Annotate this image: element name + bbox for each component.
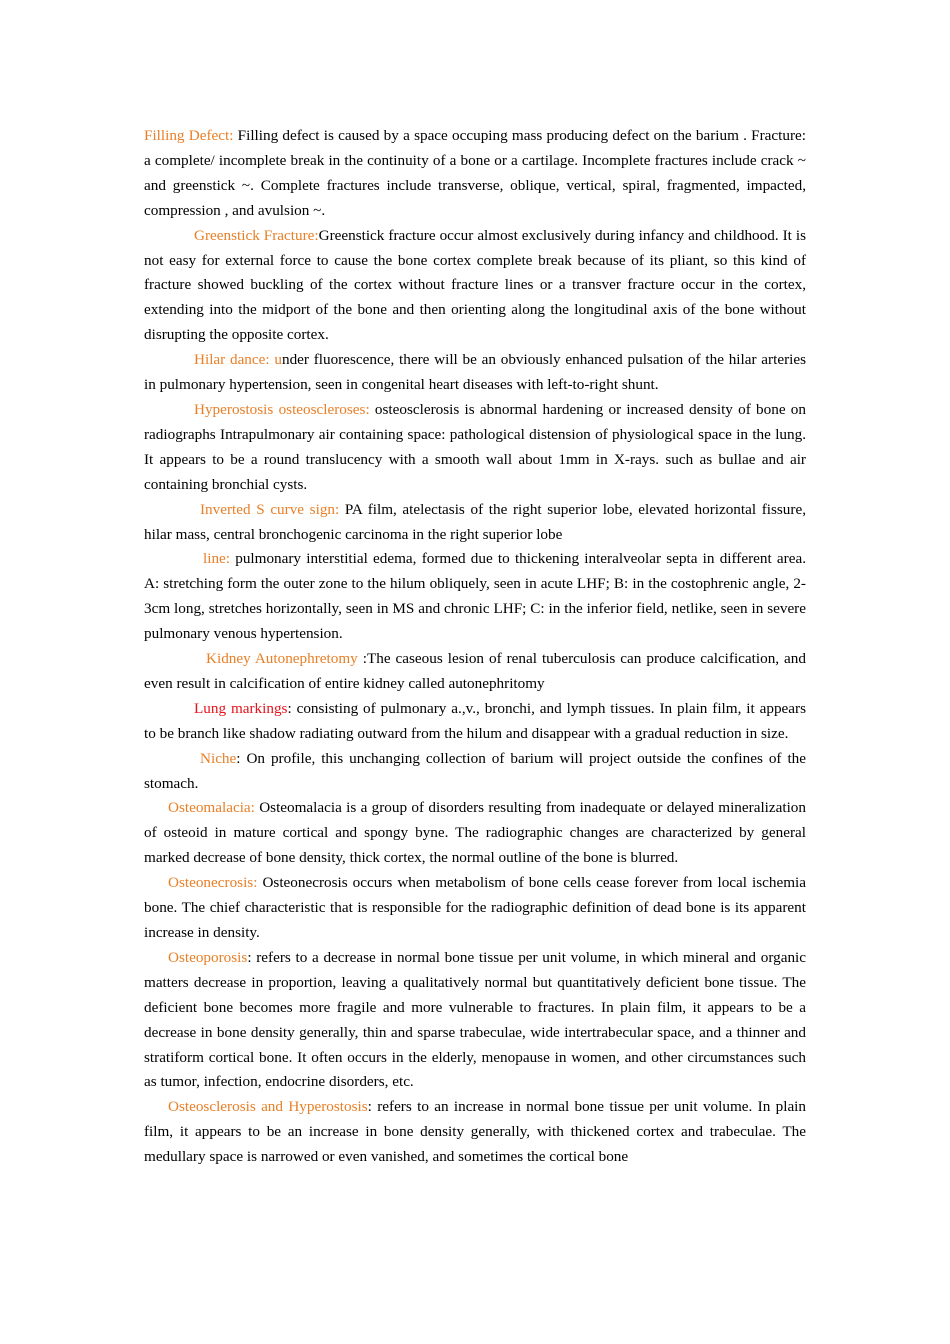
definition-text: Filling defect is caused by a space occuping mass producing defect on the barium . Fracture: a complete/ incomplete break in the continuity of a bone or a cartilage. Incomplete fractures include crack ~ and greenstick ~. Complete fractures include transverse, oblique, vertical, spiral, fragmented, impacted, compression , and avulsion ~. — [144, 127, 806, 219]
entry-kidney-autonephretomy — [144, 647, 806, 697]
definition-text: : refers to an increase in normal bone tissue per unit volume. In plain film, it appears to be an increase in bone density generally, with thickened cortex and trabeculae. The medullary space is narrowed or even vanished, and sometimes the cortical bone — [144, 1098, 806, 1166]
term-label: Niche — [200, 749, 237, 767]
term-label: Greenstick Fracture: — [194, 226, 319, 244]
entry-hyperostosis — [144, 398, 806, 498]
term-label: Filling Defect: — [144, 127, 234, 144]
term-label: line: — [203, 550, 230, 568]
term-label: Osteomalacia: — [168, 799, 255, 817]
entry-niche — [144, 747, 806, 797]
term-label: Hyperostosis osteoscleroses: — [194, 400, 370, 418]
definition-text: nder fluorescence, there will be an obviously enhanced pulsation of the hilar arteries in pulmonary hypertension, seen in congenital heart diseases with left-to-right shunt. — [144, 351, 806, 394]
document-page — [144, 124, 806, 1170]
term-label: Inverted S curve sign: — [200, 500, 340, 518]
entry-inverted-s-curve-sign — [144, 498, 806, 548]
term-label: Osteoporosis — [168, 948, 248, 966]
definition-text: osteosclerosis is abnormal hardening or increased density of bone on radiographs Intrapulmonary air containing space: pathological distension of physiological space in the lung. It appears to be a round translucency with a smooth wall about 1mm in X-rays. such as bullae and air containing bronchial cysts. — [144, 400, 806, 493]
entry-greenstick-fracture — [144, 224, 806, 349]
definition-text: : consisting of pulmonary a.,v., bronchi, and lymph tissues. In plain film, it appears to be branch like shadow radiating outward from the hilum and disappear with a gradual reduction in size. — [144, 699, 806, 742]
definition-text: PA film, atelectasis of the right superior lobe, elevated horizontal fissure, hilar mass, central bronchogenic carcinoma in the right superior lobe — [144, 500, 807, 543]
term-label: Osteosclerosis and Hyperostosis — [168, 1098, 368, 1116]
definition-text: Osteonecrosis occurs when metabolism of bone cells cease forever from local ischemia bone. The chief characteristic that is responsible for the radiographic definition of dead bone is its apparent increase in density. — [144, 874, 806, 941]
definition-text: :The caseous lesion of renal tuberculosis can produce calcification, and even result in calcification of entire kidney called autonephritomy — [144, 650, 806, 692]
entry-osteonecrosis — [144, 871, 806, 946]
term-label: Kidney Autonephretomy — [206, 650, 358, 668]
entry-line — [144, 547, 806, 647]
entry-lung-markings — [144, 697, 806, 747]
entry-hilar-dance — [144, 348, 806, 398]
entry-osteoporosis — [144, 946, 806, 1095]
entry-filling-defect — [144, 124, 806, 224]
entry-osteosclerosis-hyperostosis — [144, 1095, 806, 1170]
definition-text: : refers to a decrease in normal bone tissue per unit volume, in which mineral and organic matters decrease in proportion, leaving a qualitatively normal but quantitatively deficient bone tissue. The deficient bone becomes more fragile and more vulnerable to fractures. In plain film, it appears to be a decrease in bone density generally, thin and sparse trabeculae, wide intertrabecular space, and a thinner and stratiform cortical bone. It often occurs in the elderly, menopause in women, and other circumstances such as tumor, infection, endocrine disorders, etc. — [144, 948, 806, 1091]
term-label: Hilar dance: u — [194, 351, 282, 369]
term-label: Osteonecrosis: — [168, 874, 258, 892]
definition-text: : On profile, this unchanging collection of barium will project outside the confines of the stomach. — [144, 749, 806, 792]
definition-text: Greenstick fracture occur almost exclusively during infancy and childhood. It is not easy for external force to cause the bone cortex complete break because of its pliant, so this kind of fracture showed buckling of the cortex without fracture lines or a transver fracture occur in the cortex, extending into the midport of the bone and then orienting along the longitudinal axis of the bone without disrupting the opposite cortex. — [144, 226, 807, 344]
definition-text: Osteomalacia is a group of disorders resulting from inadequate or delayed mineralization of osteoid in mature cortical and spongy byne. The radiographic changes are characterized by general marked decrease of bone density, thick cortex, the normal outline of the bone is blurred. — [144, 799, 806, 867]
definition-text: pulmonary interstitial edema, formed due to thickening interalveolar septa in different area. A: stretching form the outer zone to the hilum obliquely, seen in acute LHF; B: in the costophrenic angle, 2-3cm long, stretches horizontally, seen in MS and chronic LHF; C: in the inferior field, netlike, seen in severe pulmonary venous hypertension. — [144, 550, 806, 643]
term-label: Lung markings — [194, 699, 288, 717]
entry-osteomalacia — [144, 796, 806, 871]
